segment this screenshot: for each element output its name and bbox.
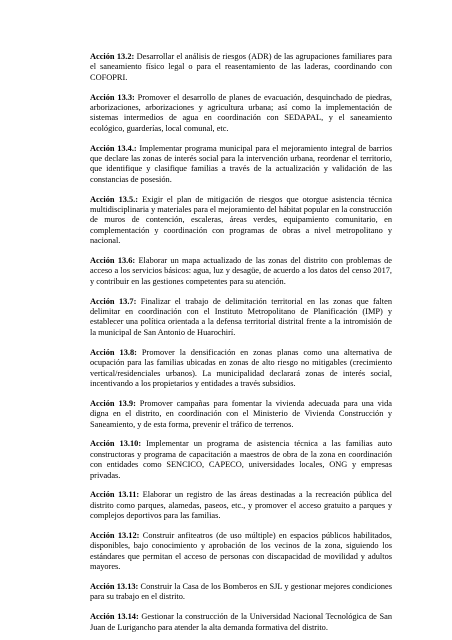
paragraph-text: Promover la densificación en zonas planas como una alternativa de ocupación para las familias ubicadas en zonas de alto riesgo no mitigables (crecimiento vertical/residenciales urbanos). La municipalidad declarará zonas de interés social, incentivando a los propietarios y entidades a través subsidios.: [90, 347, 393, 388]
paragraph-accion-13-9: [90, 399, 392, 430]
paragraph-accion-13-3: [90, 93, 392, 135]
paragraph-accion-13-7: [90, 297, 392, 339]
paragraph-accion-13-8: [90, 348, 392, 390]
paragraph-text: Gestionar la construcción de la Universidad Nacional Tecnológica de San Juan de Lurigancho para atender la alta demanda formativa del distrito.: [90, 612, 392, 632]
paragraph-text: Construir anfiteatros (de uso múltiple) en espacios públicos habilitados, disponibles, bajo conocimiento y aprobación de los vecinos de la zona, siguiendo los estándares que permitan el acceso de personas con discapacidad de movilidad y adultos mayores.: [90, 530, 392, 572]
paragraph-label: Acción 13.5.:: [90, 194, 139, 204]
paragraph-accion-13-11: [90, 490, 392, 521]
paragraph-label: Acción 13.8:: [90, 347, 137, 357]
paragraph-label: Acción 13.12:: [90, 530, 140, 540]
paragraph-text: Implementar programa municipal para el mejoramiento integral de barrios que declare las zonas de interés social para la intervención urbana, reordenar el territorio, que identifique y clasifique familias a través de la actualización y validación de las constancias de posesión.: [90, 143, 393, 184]
paragraph-label: Acción 13.4.:: [90, 143, 137, 153]
paragraph-accion-13-5: [90, 195, 392, 247]
paragraph-text: Elaborar un registro de las áreas destinadas a la recreación pública del distrito como parques, alamedas, paseos, etc., y promover el acceso gratuito a parques y complejos deportivos para las familias.: [90, 490, 392, 521]
paragraph-label: Acción 13.6:: [90, 256, 136, 266]
paragraph-accion-13-10: [90, 439, 392, 481]
paragraph-label: Acción 13.11:: [90, 490, 140, 500]
paragraph-label: Acción 13.3:: [90, 92, 135, 102]
paragraph-accion-13-14: [90, 612, 392, 633]
paragraph-accion-13-4: [90, 144, 392, 186]
paragraph-label: Acción 13.10:: [90, 439, 142, 449]
paragraph-accion-13-6: [90, 256, 392, 287]
paragraph-text: Elaborar un mapa actualizado de las zonas del distrito con problemas de acceso a los servicios básicos: agua, luz y desagüe, de acuerdo a los datos del censo 2017, y contribuir en las gestiones competentes para su atención.: [90, 256, 393, 286]
paragraph-label: Acción 13.13:: [90, 581, 139, 591]
paragraph-accion-13-12: [90, 531, 392, 573]
paragraph-accion-13-2: [90, 52, 392, 83]
paragraph-text: Desarrollar el análisis de riesgos (ADR) de las agrupaciones familiares para el saneamiento físico legal o para el reasentamiento de las laderas, coordinando con COFOPRI.: [90, 52, 392, 82]
paragraph-label: Acción 13.9:: [90, 398, 136, 408]
paragraph-label: Acción 13.7:: [90, 296, 137, 306]
paragraph-label: Acción 13.14:: [90, 612, 139, 622]
paragraph-text: Exigir el plan de mitigación de riesgos que otorgue asistencia técnica multidisciplinaria y materiales para el mejoramiento del hábitat popular en la construcción de muros de contención, escaleras, áreas verdes, equipamiento comunitario, en complementación y coordinación con programas de obras a nivel metropolitano y nacional.: [90, 194, 392, 246]
paragraph-label: Acción 13.2:: [90, 52, 135, 61]
paragraph-text: Promover campañas para fomentar la vivienda adecuada para una vida digna en el distrito, en coordinación con el Ministerio de Vivienda Construcción y Saneamiento, y de esta forma, prevenir el tráfico de terrenos.: [90, 398, 392, 429]
paragraph-text: Implementar un programa de asistencia técnica a las familias auto constructoras y programa de capacitación a maestros de obra de la zona en coordinación con entidades como SENCICO, CAPECO, universidades locales, ONG y empresas privadas.: [90, 439, 393, 480]
paragraph-text: Construir la Casa de los Bomberos en SJL y gestionar mejores condiciones para su trabajo en el distrito.: [90, 581, 393, 602]
paragraph-accion-13-13: [90, 582, 392, 603]
paragraph-text: Finalizar el trabajo de delimitación territorial en las zonas que falten delimitar en coordinación con el Instituto Metropolitano de Planificación (IMP) y establecer una política orientada a la defensa territorial distrital frente a la intromisión de la municipal de San Antonio de Huarochirí.: [90, 296, 392, 337]
paragraph-text: Promover el desarrollo de planes de evacuación, desquinchado de piedras, arborizaciones, arborizaciones y agricultura urbana; así como la implementación de sistemas intermedios de agua en coordinación con SEDAPAL, y el saneamiento ecológico, guarderías, local comunal, etc.: [90, 92, 392, 133]
